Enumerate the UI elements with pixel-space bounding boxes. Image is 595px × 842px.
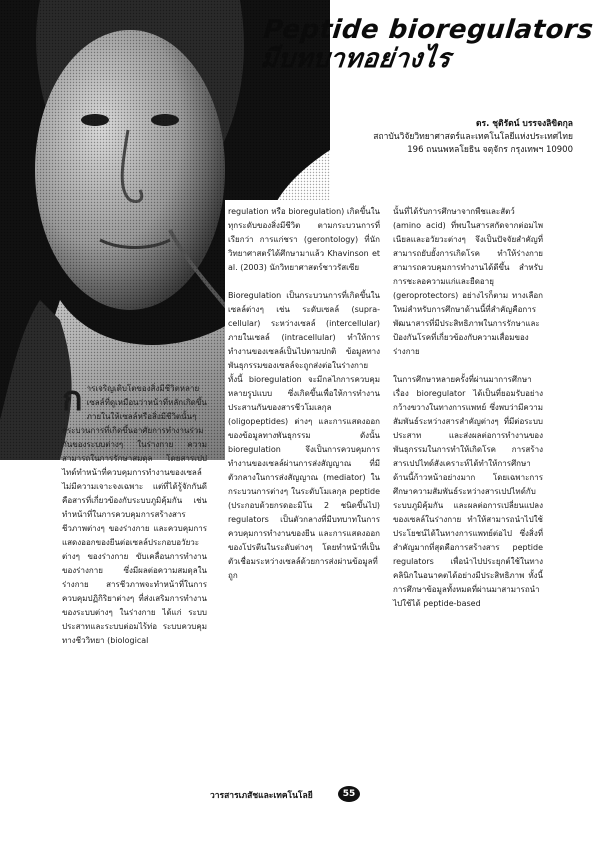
column-3: นั้นที่ได้รับการศึกษาจากพืชและสัตว์ (amino acid) ที่พบในสารสกัดจากต่อมไพเนียลและอวัยวะต่างๆ จึงเป็นปัจจัยสำคัญที่สามารถยับยั้งการเกิดโรค ทำให้ร่างกายสามารถควบคุมการทำงานได้ดีขึ้น สำหรับการชะลอความแก่และยืดอายุ (geroprotectors) อย่างไรก็ตาม ทางเลือกใหม่สำหรับการศึกษาด้านนี้ที่สำคัญคือการพัฒนาสารที่มีประสิทธิภาพในการรักษาและป้องกันโรคที่เกี่ยวข้องกับความเสื่อมของร่างกาย ในการศึกษาหลายครั้งที่ผ่านมาการศึกษาเรื่อง bioregulator ได้เป็นที่ยอมรับอย่างกว้างขวางในทางการแพทย์ ซึ่งพบว่ามีความสัมพันธ์ระหว่างสารสำคัญต่างๆ ที่มีต่อระบบประสาท และส่งผลต่อการทำงานของพันธุกรรมในการทำให้เกิดโรค การสร้างสารเปปไทด์สังเคราะห์ได้ทำให้การศึกษาด้านนี้ก้าวหน้าอย่างมาก โดยเฉพาะการศึกษาความสัมพันธ์ระหว่างสารเปปไทด์กับระบบภูมิคุ้มกัน และผลต่อการเปลี่ยนแปลงของเซลล์ในร่างกาย ทำให้สามารถนำไปใช้ประโยชน์ได้ในทางการแพทย์ต่อไป ซึ่งสิ่งที่สำคัญมากที่สุดคือการสร้างสาร peptide regulators เพื่อนำไปประยุกต์ใช้ในทางคลินิกในอนาคตได้อย่างมีประสิทธิภาพ ทั้งนี้การศึกษาข้อมูลทั้งหมดที่ผ่านมาสามารถนำไปใช้ได้ peptide-based [393, 207, 543, 608]
article-title [259, 16, 595, 74]
column-2: regulation หรือ bioregulation) เกิดขึ้นในทุกระดับของสิ่งมีชีวิต ตามกระบวนการที่เรียกว่า การแก่ชรา (gerontology) ที่นักวิทยาศาสตร์ได้ศึกษามาแล้ว Khavinson et al. (2003) นักวิทยาศาสตร์ชาวรัสเซีย Bioregulation เป็นกระบวนการที่เกิดขึ้นในเซลล์ต่างๆ เช่น ระดับเซลล์ (supra-cellular) ระหว่างเซลล์ (intercellular) ภายในเซลล์ (intracellular) ทำให้การทำงานของเซลล์เป็นไปตามปกติ ข้อมูลทางพันธุกรรมของเซลล์จะถูกส่งต่อในร่างกาย ทั้งนี้ bioregulation จะมีกลไกการควบคุมหลายรูปแบบ ซึ่งเกิดขึ้นเพื่อให้การทำงานประสานกันของสารชีวโมเลกุล (oligopeptides) ต่างๆ และการแสดงออกของข้อมูลทางพันธุกรรม ดังนั้น bioregulation จึงเป็นการควบคุมการทำงานของเซลล์ผ่านการส่งสัญญาณ ที่มีตัวกลางในการส่งสัญญาณ (mediator) ในกระบวนการต่างๆ ในระดับโมเลกุล peptide (ประกอบด้วยกรดอะมิโน 2 ชนิดขึ้นไป) regulators เป็นตัวกลางที่มีบทบาทในการควบคุมการทำงานของยีน และการแสดงออกของโปรตีนในระดับต่างๆ โดยทำหน้าที่เป็นตัวเชื่อมระหว่างเซลล์ด้วยการส่งผ่านข้อมูลที่ถูก [228, 207, 380, 580]
column-1 [62, 379, 207, 648]
drop-cap: ก [62, 379, 83, 419]
author-name: ดร. ชุติรัตน์ บรรจงลิขิตกุล [476, 119, 573, 129]
affiliation-2: 196 ถนนพหลโยธิน จตุจักร กรุงเทพฯ 10900 [407, 145, 573, 155]
title-line-2: มีบทบาทอย่างไร [258, 44, 453, 74]
journal-name: วารสารเภสัชและเทคโนโลยี [210, 791, 313, 801]
column-1-text: ารเจริญเติบโตของสิ่งมีชีวิตหลายเซลล์ที่ดูเหมือนว่าหน้าที่หลักเกิดขึ้นภายในให้เซลล์หรือสิ่งมีชีวิตนั้นๆ กระบวนการที่เกิดขึ้นอาศัยการทำงานร่วมกันของระบบต่างๆ ในร่างกาย ความสามารถในการรักษาสมดุล โดยสารเปปไทด์ทำหน้าที่ควบคุมการทำงานของเซลล์ไม่มีความเจาะจงเฉพาะ แต่ที่ได้รู้จักกันดีคือสารที่เกี่ยวข้องกับระบบภูมิคุ้มกัน เช่น ทำหน้าที่ในการควบคุมการสร้างสารชีวภาพต่างๆ ของร่างกาย และควบคุมการแสดงออกของยีนต่อเซลล์ประกอบอวัยวะต่างๆ ของร่างกาย ขับเคลื่อนการทำงานของร่างกาย ซึ่งมีผลต่อความสมดุลในร่างกาย สารชีวภาพจะทำหน้าที่ในการควบคุมปฏิกิริยาต่างๆ ที่ส่งเสริมการทำงานของระบบต่างๆ ในร่างกาย ได้แก่ ระบบประสาทและระบบต่อมไร้ท่อ ระบบควบคุมทางชีววิทยา (biological [62, 384, 207, 645]
page-footer [210, 786, 370, 804]
affiliation-1: สถาบันวิจัยวิทยาศาสตร์และเทคโนโลยีแห่งประเทศไทย [373, 132, 573, 142]
author-block [270, 118, 573, 157]
page-number: 55 [338, 786, 360, 802]
title-line-1: Peptide bioregulators [262, 15, 595, 45]
